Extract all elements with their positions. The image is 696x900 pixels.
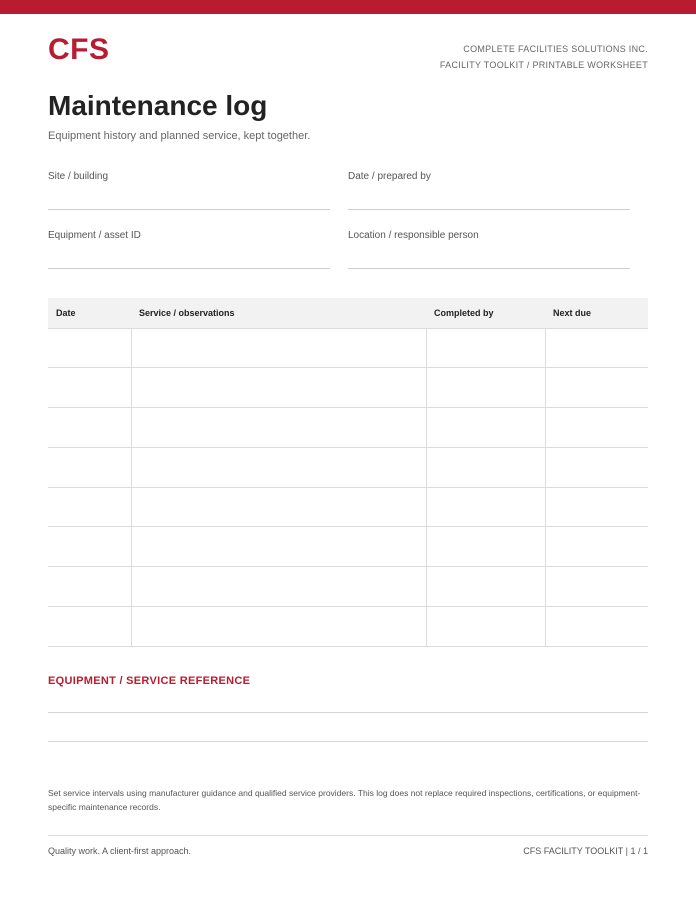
page-subtitle: Equipment history and planned service, kept together. <box>48 130 311 142</box>
table-row <box>48 447 648 487</box>
service-cell[interactable] <box>131 447 426 487</box>
date-cell[interactable] <box>48 567 131 607</box>
footer-page-info: CFS FACILITY TOOLKIT | 1 / 1 <box>523 846 648 856</box>
table-row <box>48 328 648 368</box>
worksheet-type: FACILITY TOOLKIT / PRINTABLE WORKSHEET <box>439 60 648 70</box>
top-accent-bar <box>0 0 696 14</box>
date-prepared-field[interactable] <box>348 170 630 210</box>
completed-by-cell[interactable] <box>426 368 545 408</box>
table-row <box>48 527 648 567</box>
table-row <box>48 487 648 527</box>
next-due-cell[interactable] <box>545 567 648 607</box>
site-field[interactable] <box>48 170 330 210</box>
table-row <box>48 567 648 607</box>
service-cell[interactable] <box>131 527 426 567</box>
company-logo: CFS <box>48 33 110 66</box>
completed-by-cell[interactable] <box>426 408 545 448</box>
date-cell[interactable] <box>48 447 131 487</box>
table-row <box>48 408 648 448</box>
next-due-cell[interactable] <box>545 607 648 647</box>
footer-divider <box>48 835 648 836</box>
table-row <box>48 607 648 647</box>
date-cell[interactable] <box>48 368 131 408</box>
reference-line[interactable] <box>48 712 648 713</box>
completed-by-cell[interactable] <box>426 527 545 567</box>
table-body <box>48 328 648 646</box>
maintenance-log-table <box>48 298 648 647</box>
completed-by-cell[interactable] <box>426 487 545 527</box>
date-prepared-field-label: Date / prepared by <box>348 171 431 182</box>
service-cell[interactable] <box>131 567 426 607</box>
completed-by-cell[interactable] <box>426 567 545 607</box>
reference-section-title: EQUIPMENT / SERVICE REFERENCE <box>48 675 251 687</box>
service-cell[interactable] <box>131 487 426 527</box>
next-due-cell[interactable] <box>545 527 648 567</box>
service-cell[interactable] <box>131 408 426 448</box>
date-cell[interactable] <box>48 487 131 527</box>
completed-by-cell[interactable] <box>426 447 545 487</box>
next-due-cell[interactable] <box>545 368 648 408</box>
completed-by-cell[interactable] <box>426 607 545 647</box>
reference-line[interactable] <box>48 741 648 742</box>
next-due-cell[interactable] <box>545 447 648 487</box>
next-due-cell[interactable] <box>545 328 648 368</box>
column-header-date: Date <box>48 298 131 328</box>
disclaimer-text: Set service intervals using manufacturer guidance and qualified service providers. This log does not replace required inspections, certifications, or equipment-specific maintenance records. <box>48 788 641 812</box>
next-due-cell[interactable] <box>545 487 648 527</box>
column-header-completed-by: Completed by <box>426 298 545 328</box>
equipment-field[interactable] <box>48 229 330 269</box>
date-cell[interactable] <box>48 328 131 368</box>
table-row <box>48 368 648 408</box>
column-header-service: Service / observations <box>131 298 426 328</box>
page-title: Maintenance log <box>48 90 268 121</box>
date-cell[interactable] <box>48 607 131 647</box>
location-field-label: Location / responsible person <box>348 230 479 241</box>
column-header-next-due: Next due <box>545 298 648 328</box>
site-field-label: Site / building <box>48 171 109 182</box>
company-info <box>440 41 648 73</box>
footer-tagline: Quality work. A client-first approach. <box>48 846 192 856</box>
date-cell[interactable] <box>48 408 131 448</box>
service-cell[interactable] <box>131 607 426 647</box>
service-cell[interactable] <box>131 368 426 408</box>
table-header-row <box>48 298 648 328</box>
service-cell[interactable] <box>131 328 426 368</box>
company-name: COMPLETE FACILITIES SOLUTIONS INC. <box>463 44 648 54</box>
completed-by-cell[interactable] <box>426 328 545 368</box>
next-due-cell[interactable] <box>545 408 648 448</box>
equipment-field-label: Equipment / asset ID <box>48 230 141 241</box>
location-field[interactable] <box>348 229 630 269</box>
date-cell[interactable] <box>48 527 131 567</box>
